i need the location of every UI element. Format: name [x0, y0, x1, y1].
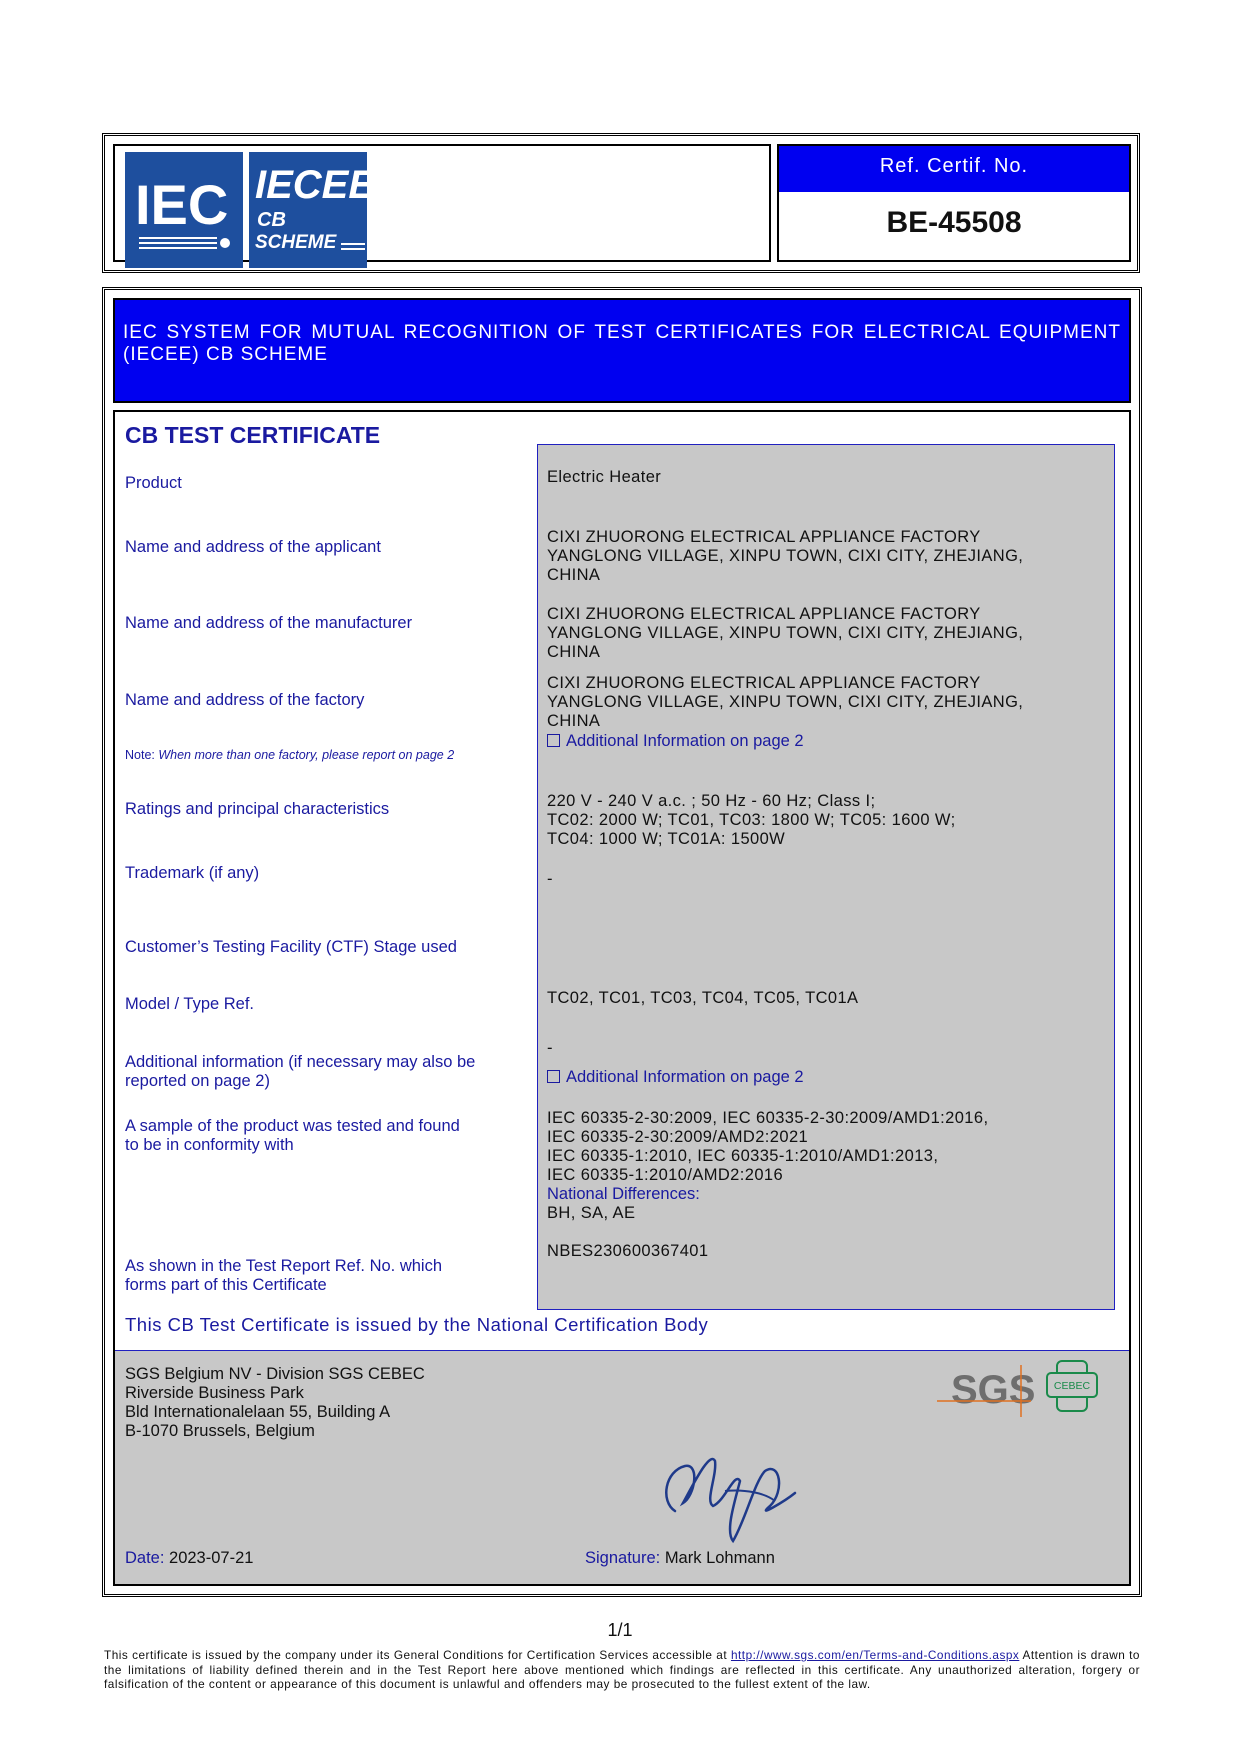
applicant-line-3: CHINA	[547, 566, 601, 584]
ratings-line-3: TC04: 1000 W; TC01A: 1500W	[547, 830, 786, 848]
certificate-body	[113, 410, 1131, 1586]
date-value: 2023-07-21	[169, 1549, 254, 1567]
factory-line-1: CIXI ZHUORONG ELECTRICAL APPLIANCE FACTORY	[547, 674, 981, 692]
model-label: Model / Type Ref.	[125, 995, 255, 1013]
signature-name: Mark Lohmann	[664, 1549, 775, 1567]
footer-rest: Attention is drawn to the limitations of liability defined therein and in the Test Report here above mentioned which findings are reflected in this certificate. Any unauthorized alteration, forgery or falsification of the content or appearance of this document is unlawful and offenders may be prosecuted to the fullest extent of the law.	[104, 1648, 1140, 1691]
issuer-address	[125, 1365, 425, 1441]
product-label: Product	[125, 474, 182, 492]
footer-disclaimer	[104, 1648, 1140, 1692]
additional-info-checkbox-1[interactable]	[547, 732, 804, 751]
conformity-label-line-1: A sample of the product was tested and found	[125, 1117, 460, 1135]
factory-line-3: CHINA	[547, 712, 601, 730]
ratings-label: Ratings and principal characteristics	[125, 800, 390, 818]
issuer-line-4: B-1070 Brussels, Belgium	[125, 1422, 315, 1440]
factory-label: Name and address of the factory	[125, 691, 365, 709]
certificate-title: CB TEST CERTIFICATE	[125, 422, 381, 448]
additional-info-label-2: Additional Information on page 2	[566, 1068, 804, 1086]
factory-note	[125, 748, 454, 762]
additional-info-label-1: Additional Information on page 2	[566, 732, 804, 750]
national-differences-label: National Differences:	[547, 1185, 700, 1203]
standard-line-3: IEC 60335-1:2010, IEC 60335-1:2010/AMD1:2013,	[547, 1147, 939, 1165]
note-text: When more than one factory, please report on page 2	[158, 748, 455, 762]
iec-logo-graphic	[125, 152, 243, 268]
conformity-label	[125, 1117, 460, 1155]
manufacturer-line-2: YANGLONG VILLAGE, XINPU TOWN, CIXI CITY, ZHEJIANG,	[547, 624, 1024, 642]
date-label: Date:	[125, 1549, 165, 1567]
ratings-value	[547, 792, 956, 849]
footer-line-1: This certificate is issued by the company under its General Conditions for Certification Services accessible at	[104, 1648, 731, 1662]
iec-logo-text: IEC	[135, 173, 229, 236]
conformity-value	[547, 1109, 988, 1223]
signature-line	[585, 1549, 775, 1568]
checkbox-icon[interactable]	[547, 1070, 560, 1083]
logo-area	[113, 144, 771, 262]
iecee-cb-scheme-logo	[249, 152, 367, 268]
applicant-line-1: CIXI ZHUORONG ELECTRICAL APPLIANCE FACTORY	[547, 528, 981, 546]
applicant-value	[547, 528, 1023, 585]
trademark-value: -	[547, 870, 553, 888]
standard-line-1: IEC 60335-2-30:2009, IEC 60335-2-30:2009/AMD1:2016,	[547, 1109, 989, 1127]
additional-label-line-1: Additional information (if necessary may also be	[125, 1053, 476, 1071]
manufacturer-line-3: CHINA	[547, 643, 601, 661]
checkbox-icon[interactable]	[547, 734, 560, 747]
additional-label-line-2: reported on page 2)	[125, 1072, 270, 1090]
additional-label	[125, 1053, 475, 1091]
issuer-line-1: SGS Belgium NV - Division SGS CEBEC	[125, 1365, 425, 1383]
signature-label: Signature:	[585, 1549, 661, 1567]
note-prefix: Note:	[125, 748, 159, 762]
ratings-line-1: 220 V - 240 V a.c. ; 50 Hz - 60 Hz; Class I;	[547, 792, 876, 810]
trademark-label: Trademark (if any)	[125, 864, 260, 882]
ref-number: BE-45508	[886, 206, 1022, 239]
applicant-label: Name and address of the applicant	[125, 538, 381, 556]
ctf-label: Customer’s Testing Facility (CTF) Stage used	[125, 938, 457, 956]
factory-value	[547, 674, 1023, 731]
issuer-panel	[115, 1350, 1129, 1584]
report-label-line-2: forms part of this Certificate	[125, 1276, 327, 1294]
scheme-logo-text: SCHEME	[255, 232, 337, 253]
manufacturer-label: Name and address of the manufacturer	[125, 614, 413, 632]
manufacturer-value	[547, 605, 1023, 662]
cebec-logo	[1045, 1359, 1101, 1415]
issuer-line-3: Bld Internationalelaan 55, Building A	[125, 1403, 391, 1421]
applicant-line-2: YANGLONG VILLAGE, XINPU TOWN, CIXI CITY, ZHEJIANG,	[547, 547, 1024, 565]
report-value: NBES230600367401	[547, 1242, 709, 1260]
scheme-banner: IEC SYSTEM FOR MUTUAL RECOGNITION OF TEST CERTIFICATES FOR ELECTRICAL EQUIPMENT (IECEE) CB SCHEME	[113, 298, 1131, 403]
terms-link[interactable]: http://www.sgs.com/en/Terms-and-Conditions.aspx	[730, 1648, 1020, 1662]
report-label-line-1: As shown in the Test Report Ref. No. which	[125, 1257, 443, 1275]
additional-info-checkbox-2[interactable]	[547, 1068, 804, 1087]
cebec-logo-text: CEBEC	[1053, 1380, 1091, 1392]
factory-line-2: YANGLONG VILLAGE, XINPU TOWN, CIXI CITY, ZHEJIANG,	[547, 693, 1024, 711]
manufacturer-line-1: CIXI ZHUORONG ELECTRICAL APPLIANCE FACTORY	[547, 605, 981, 623]
standard-line-2: IEC 60335-2-30:2009/AMD2:2021	[547, 1128, 809, 1146]
ref-certificate-box	[777, 144, 1131, 262]
iecee-logo-text: IECEE	[255, 163, 367, 207]
issued-by-statement: This CB Test Certificate is issued by the National Certification Body	[125, 1314, 709, 1335]
additional-value: -	[547, 1039, 553, 1057]
national-differences-value: BH, SA, AE	[547, 1204, 636, 1222]
cb-logo-text: CB	[257, 209, 286, 231]
date-line	[125, 1549, 253, 1568]
conformity-label-line-2: to be in conformity with	[125, 1136, 294, 1154]
report-label	[125, 1257, 442, 1295]
ratings-line-2: TC02: 2000 W; TC01, TC03: 1800 W; TC05: 1600 W;	[547, 811, 956, 829]
page-number: 1/1	[607, 1620, 633, 1640]
issuer-line-2: Riverside Business Park	[125, 1384, 304, 1402]
header-box	[102, 133, 1140, 273]
standard-line-4: IEC 60335-1:2010/AMD2:2016	[547, 1166, 784, 1184]
product-value: Electric Heater	[547, 468, 662, 486]
iecee-logo-graphic	[249, 152, 367, 268]
sgs-logo-text: SGS	[951, 1368, 1036, 1412]
model-value: TC02, TC01, TC03, TC04, TC05, TC01A	[547, 989, 859, 1007]
certificate-box	[102, 287, 1142, 1597]
ref-label: Ref. Certif. No.	[779, 146, 1129, 192]
signature-graphic	[655, 1441, 805, 1551]
iec-logo	[125, 152, 243, 268]
